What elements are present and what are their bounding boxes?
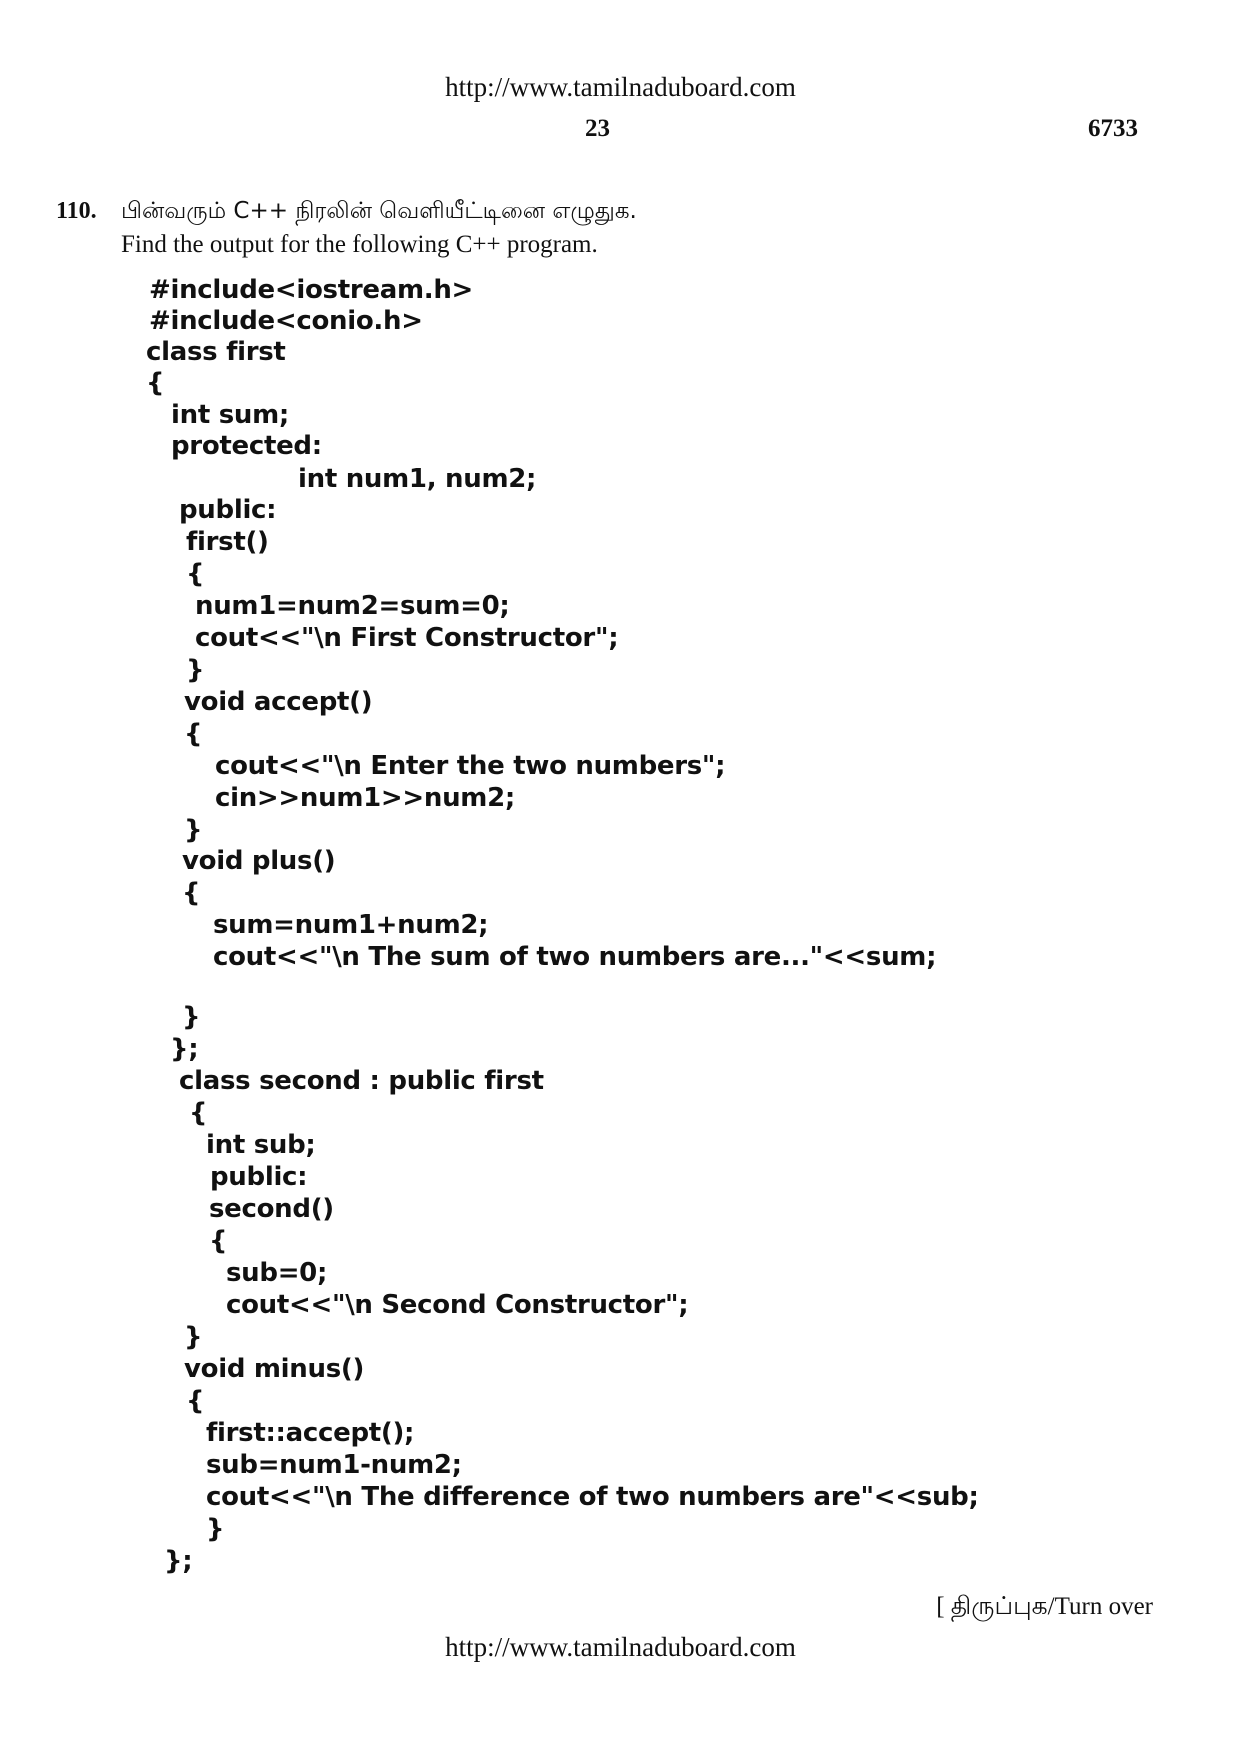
code-line: void accept() <box>184 687 373 717</box>
code-line: protected: <box>171 431 322 461</box>
code-line: num1=num2=sum=0; <box>195 591 510 621</box>
code-line: public: <box>210 1162 308 1192</box>
code-line: sub=num1-num2; <box>206 1450 462 1480</box>
code-line: cout<<"\n The difference of two numbers are"<<sub; <box>206 1482 979 1512</box>
header-url: http://www.tamilnaduboard.com <box>445 72 796 102</box>
code-line: { <box>186 1386 205 1416</box>
code-line: int sub; <box>206 1130 316 1160</box>
question-tamil-text: பின்வரும் C++ நிரலின் வெளியீட்டினை எழுதுக. <box>121 198 637 224</box>
turn-over-label: [ திருப்புக/Turn over <box>936 1593 1153 1620</box>
code-line: sum=num1+num2; <box>213 910 489 940</box>
code-line: int sum; <box>171 400 289 430</box>
code-line: #include<conio.h> <box>149 306 423 336</box>
code-line: cout<<"\n Enter the two numbers"; <box>215 751 726 781</box>
code-line: class second : public first <box>179 1066 544 1096</box>
code-line: #include<iostream.h> <box>149 275 474 305</box>
code-line: }; <box>170 1034 199 1064</box>
code-line: } <box>206 1514 225 1544</box>
paper-code: 6733 <box>1088 115 1138 142</box>
code-line: sub=0; <box>226 1258 328 1288</box>
code-line: cout<<"\n The sum of two numbers are..."<<sum; <box>213 942 937 972</box>
code-line: void minus() <box>184 1354 365 1384</box>
code-line: int num1, num2; <box>298 464 537 494</box>
code-line: { <box>184 719 203 749</box>
code-line: { <box>146 368 165 398</box>
code-line: } <box>186 655 205 685</box>
code-line: { <box>189 1098 208 1128</box>
footer-url: http://www.tamilnaduboard.com <box>445 1632 796 1662</box>
code-line: { <box>186 559 205 589</box>
code-line: } <box>184 815 203 845</box>
code-line: first::accept(); <box>206 1418 415 1448</box>
code-line: } <box>182 1002 201 1032</box>
code-line: }; <box>164 1546 193 1576</box>
code-line: { <box>182 878 201 908</box>
code-line: public: <box>179 495 277 525</box>
code-line: first() <box>186 527 269 557</box>
code-line: class first <box>146 337 286 367</box>
code-line: } <box>184 1322 203 1352</box>
code-line: { <box>209 1226 228 1256</box>
code-line: void plus() <box>182 846 336 876</box>
code-line: cout<<"\n First Constructor"; <box>195 623 619 653</box>
question-english-text: Find the output for the following C++ program. <box>121 231 598 258</box>
page-number: 23 <box>585 115 610 142</box>
code-line: second() <box>209 1194 334 1224</box>
question-number: 110. <box>56 198 97 224</box>
code-line: cin>>num1>>num2; <box>215 783 515 813</box>
code-line: cout<<"\n Second Constructor"; <box>226 1290 689 1320</box>
